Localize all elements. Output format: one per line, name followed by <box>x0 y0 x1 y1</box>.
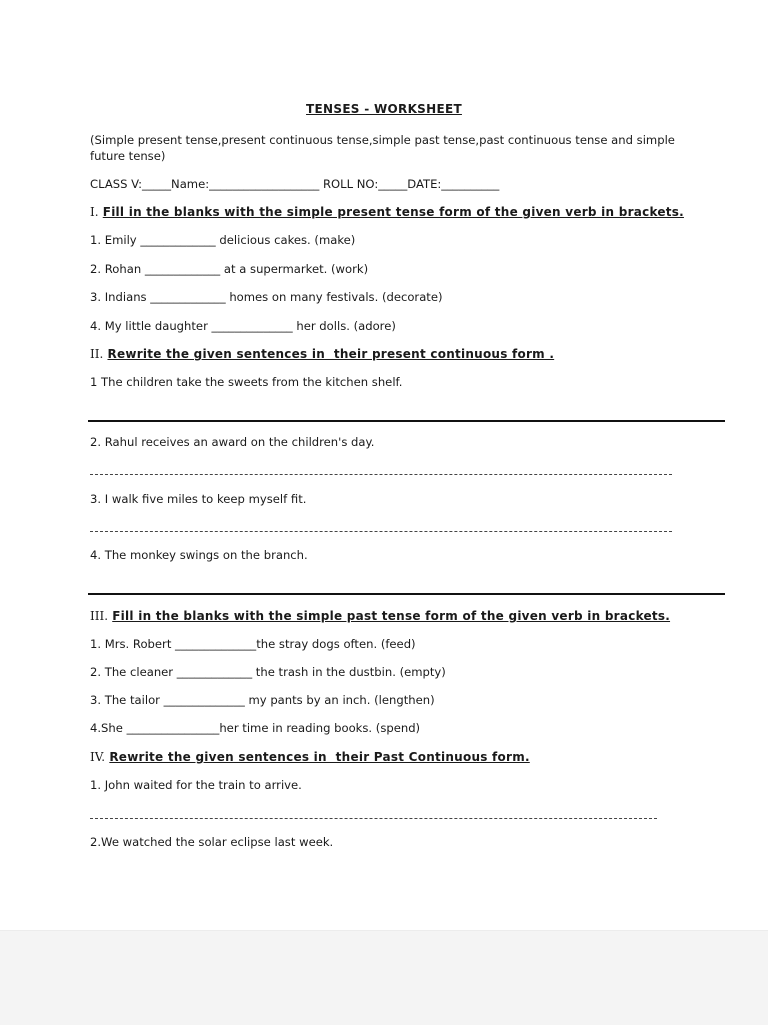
section-2-item-4: 4. The monkey swings on the branch. <box>90 548 308 562</box>
page-bottom-margin <box>0 930 768 1025</box>
section-1-item-1: 1. Emily _____________ delicious cakes. (make) <box>90 233 356 247</box>
intro-text: (Simple present tense,present continuous tense,simple past tense,past continuous tense and simple future tense) <box>90 133 675 163</box>
answer-line <box>90 474 672 475</box>
section-1-number: I. <box>90 205 99 219</box>
answer-line <box>90 818 657 819</box>
answer-line <box>88 420 725 422</box>
section-2-item-1: 1 The children take the sweets from the kitchen shelf. <box>90 375 403 389</box>
worksheet-title: TENSES - WORKSHEET <box>306 102 462 116</box>
section-3-item-3: 3. The tailor ______________ my pants by an inch. (lengthen) <box>90 693 435 707</box>
section-3-item-2: 2. The cleaner _____________ the trash in the dustbin. (empty) <box>90 665 446 679</box>
section-1-item-2: 2. Rohan _____________ at a supermarket. (work) <box>90 262 369 276</box>
answer-line <box>88 593 725 595</box>
section-2-title: Rewrite the given sentences in their present continuous form . <box>107 347 555 361</box>
section-1-item-3: 3. Indians _____________ homes on many festivals. (decorate) <box>90 290 443 304</box>
section-1-item-4: 4. My little daughter ______________ her dolls. (adore) <box>90 319 396 333</box>
section-3-heading <box>90 609 670 623</box>
section-4-item-2: 2.We watched the solar eclipse last week. <box>90 835 334 849</box>
section-1-heading <box>90 205 684 219</box>
section-3-item-4: 4.She ________________her time in reading books. (spend) <box>90 721 421 735</box>
section-4-heading <box>90 750 530 764</box>
section-4-title: Rewrite the given sentences in their Past Continuous form. <box>109 750 530 764</box>
student-info-line: CLASS V:_____Name:___________________ ROLL NO:_____DATE:__________ <box>90 177 500 191</box>
section-4-number: IV. <box>90 750 106 764</box>
section-4-item-1: 1. John waited for the train to arrive. <box>90 778 302 792</box>
section-2-heading <box>90 347 554 361</box>
section-1-title: Fill in the blanks with the simple present tense form of the given verb in brackets. <box>102 205 684 219</box>
section-2-item-2: 2. Rahul receives an award on the children's day. <box>90 435 375 449</box>
section-3-item-1: 1. Mrs. Robert ______________the stray dogs often. (feed) <box>90 637 416 651</box>
section-2-item-3: 3. I walk five miles to keep myself fit. <box>90 492 307 506</box>
section-2-number: II. <box>90 347 104 361</box>
section-3-title: Fill in the blanks with the simple past tense form of the given verb in brackets. <box>112 609 671 623</box>
section-3-number: III. <box>90 609 109 623</box>
answer-line <box>90 531 672 532</box>
